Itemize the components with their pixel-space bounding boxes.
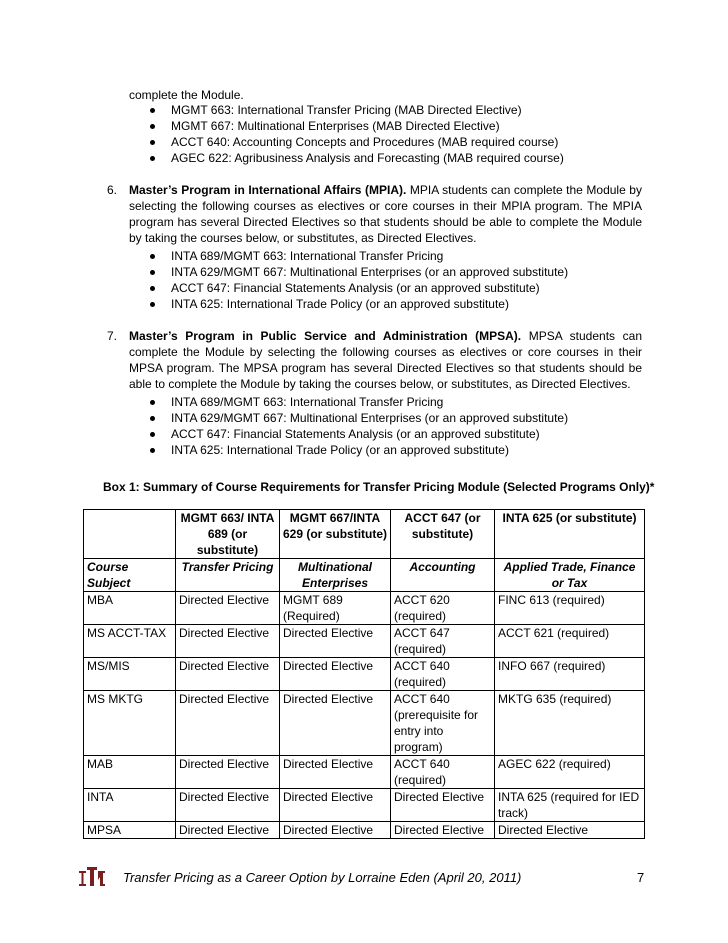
table-row xyxy=(84,658,645,691)
mpsa-body: MPSA students can complete the Module by selecting the following courses as electives or core courses in their MPSA program. The MPSA program has several Directed Electives so that students should be able to complete the Module by taking the courses below, or substitutes, as Directed Electives. xyxy=(129,329,642,391)
table-cell: Directed Elective xyxy=(176,691,280,756)
table-row xyxy=(84,691,645,756)
table-cell: Directed Elective xyxy=(176,822,280,839)
subject-cell: Accounting xyxy=(391,559,495,592)
table-cell: Directed Elective xyxy=(280,789,391,822)
course-requirements-table xyxy=(83,509,645,839)
table-cell: AGEC 622 (required) xyxy=(495,756,645,789)
table-row xyxy=(84,822,645,839)
table-cell: ACCT 640 (required) xyxy=(391,658,495,691)
subject-cell: Applied Trade, Finance or Tax xyxy=(495,559,645,592)
subject-cell: Transfer Pricing xyxy=(176,559,280,592)
table-cell: Directed Elective xyxy=(495,822,645,839)
mpsa-paragraph xyxy=(129,328,642,392)
subject-cell: Course Subject xyxy=(84,559,176,592)
table-row xyxy=(84,625,645,658)
table-cell: Directed Elective xyxy=(280,658,391,691)
table-cell: Directed Elective xyxy=(280,625,391,658)
table-cell: Directed Elective xyxy=(176,592,280,625)
texas-am-logo xyxy=(78,865,106,889)
continuation-bullet-list xyxy=(148,102,564,166)
table-row xyxy=(84,592,645,625)
bullet-item: INTA 689/MGMT 663: International Transfer Pricing xyxy=(148,394,568,410)
table-cell: Directed Elective xyxy=(176,625,280,658)
mpia-body: MPIA students can complete the Module by selecting the following courses as electives or core courses in their MPIA program. The MPIA program has several Directed Electives so that students should be able to complete the Module by taking the courses below, or substitutes, as Directed Electives. xyxy=(129,183,642,245)
footer-citation: Transfer Pricing as a Career Option by Lorraine Eden (April 20, 2011) xyxy=(123,870,522,885)
table-cell: ACCT 640 (required) xyxy=(391,756,495,789)
program-cell: INTA xyxy=(84,789,176,822)
program-cell: MAB xyxy=(84,756,176,789)
subject-row xyxy=(84,559,645,592)
table-cell: Directed Elective xyxy=(176,756,280,789)
table-cell: Directed Elective xyxy=(391,822,495,839)
header-cell: MGMT 667/INTA 629 (or substitute) xyxy=(280,510,391,559)
program-cell: MS MKTG xyxy=(84,691,176,756)
bullet-item: AGEC 622: Agribusiness Analysis and Forecasting (MAB required course) xyxy=(148,150,564,166)
bullet-item: ACCT 640: Accounting Concepts and Procedures (MAB required course) xyxy=(148,134,564,150)
bullet-item: INTA 629/MGMT 667: Multinational Enterprises (or an approved substitute) xyxy=(148,264,568,280)
table-header-row xyxy=(84,510,645,559)
mpia-paragraph xyxy=(129,182,642,246)
table-row xyxy=(84,789,645,822)
program-cell: MS/MIS xyxy=(84,658,176,691)
page-number: 7 xyxy=(637,870,645,885)
bullet-item: INTA 689/MGMT 663: International Transfer Pricing xyxy=(148,248,568,264)
bullet-item: ACCT 647: Financial Statements Analysis (or an approved substitute) xyxy=(148,426,568,442)
header-cell: ACCT 647 (or substitute) xyxy=(391,510,495,559)
table-cell: Directed Elective xyxy=(391,789,495,822)
table-cell: Directed Elective xyxy=(280,691,391,756)
table-cell: ACCT 647 (required) xyxy=(391,625,495,658)
bullet-item: INTA 625: International Trade Policy (or an approved substitute) xyxy=(148,442,568,458)
item-number: 6. xyxy=(107,183,118,197)
mpia-bullet-list xyxy=(148,248,568,312)
mpsa-bullet-list xyxy=(148,394,568,458)
bullet-item: MGMT 667: Multinational Enterprises (MAB Directed Elective) xyxy=(148,118,564,134)
table-cell: INFO 667 (required) xyxy=(495,658,645,691)
table-cell: FINC 613 (required) xyxy=(495,592,645,625)
bullet-item: ACCT 647: Financial Statements Analysis (or an approved substitute) xyxy=(148,280,568,296)
item-number: 7. xyxy=(107,329,118,343)
table-cell: ACCT 620 (required) xyxy=(391,592,495,625)
header-cell: INTA 625 (or substitute) xyxy=(495,510,645,559)
header-cell: MGMT 663/ INTA 689 (or substitute) xyxy=(176,510,280,559)
table-cell: MKTG 635 (required) xyxy=(495,691,645,756)
table-cell: MGMT 689 (Required) xyxy=(280,592,391,625)
mpsa-heading: Master’s Program in Public Service and Administration (MPSA). xyxy=(129,329,522,343)
program-cell: MPSA xyxy=(84,822,176,839)
table-cell: ACCT 621 (required) xyxy=(495,625,645,658)
bullet-item: INTA 625: International Trade Policy (or an approved substitute) xyxy=(148,296,568,312)
subject-cell: Multinational Enterprises xyxy=(280,559,391,592)
table-cell: Directed Elective xyxy=(280,756,391,789)
table-row xyxy=(84,756,645,789)
mpia-heading: Master’s Program in International Affairs (MPIA). xyxy=(129,183,407,197)
header-cell xyxy=(84,510,176,559)
table-cell: ACCT 640 (prerequisite for entry into program) xyxy=(391,691,495,756)
program-cell: MS ACCT-TAX xyxy=(84,625,176,658)
table-cell: Directed Elective xyxy=(176,658,280,691)
bullet-item: INTA 629/MGMT 667: Multinational Enterprises (or an approved substitute) xyxy=(148,410,568,426)
continuation-text: complete the Module. xyxy=(129,88,244,102)
program-cell: MBA xyxy=(84,592,176,625)
table-cell: INTA 625 (required for IED track) xyxy=(495,789,645,822)
table-cell: Directed Elective xyxy=(280,822,391,839)
bullet-item: MGMT 663: International Transfer Pricing (MAB Directed Elective) xyxy=(148,102,564,118)
table-cell: Directed Elective xyxy=(176,789,280,822)
box-title: Box 1: Summary of Course Requirements for Transfer Pricing Module (Selected Programs Only)* xyxy=(103,480,655,494)
